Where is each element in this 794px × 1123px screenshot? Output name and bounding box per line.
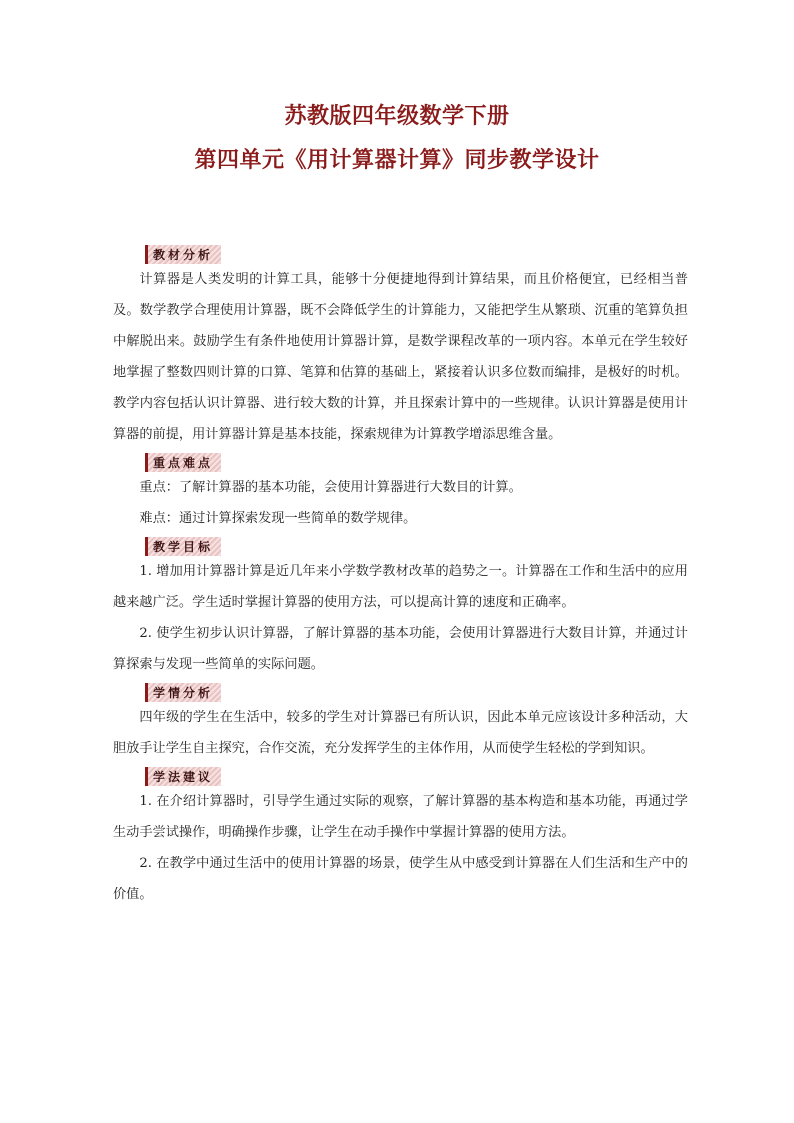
- section-paragraph: 难点：通过计算探索发现一些简单的数学规律。: [139, 511, 417, 526]
- section-paragraph: 1. 增加用计算器计算是近几年来小学数学教材改革的趋势之一。计算器在工作和生活中的应用越来越广泛。学生适时掌握计算器的使用方法，可以提高计算的速度和正确率。: [113, 564, 688, 610]
- section-paragraph: 2. 在教学中通过生活中的使用计算器的场景，使学生从中感受到计算器在人们生活和生产中的价值。: [113, 856, 688, 902]
- section-textbook-analysis: [113, 244, 688, 450]
- title-block: [0, 102, 794, 176]
- section-key-points: [113, 452, 688, 534]
- section-learner-analysis: [113, 682, 688, 764]
- section-tag: 学情分析: [145, 683, 221, 702]
- section-paragraph: 2. 使学生初步认识计算器，了解计算器的基本功能，会使用计算器进行大数目计算，并通过计算探索与发现一些简单的实际问题。: [113, 626, 688, 672]
- section-tag: 教材分析: [145, 245, 221, 264]
- document-subtitle: 第四单元《用计算器计算》同步教学设计: [194, 148, 600, 173]
- section-paragraph: 重点：了解计算器的基本功能，会使用计算器进行大数目的计算。: [139, 480, 522, 495]
- section-paragraph: 1. 在介绍计算器时，引导学生通过实际的观察，了解计算器的基本构造和基本功能，再通过学生动手尝试操作，明确操作步骤，让学生在动手操作中掌握计算器的使用方法。: [113, 794, 688, 840]
- section-teaching-goals: [113, 536, 688, 680]
- section-tag: 重点难点: [145, 453, 221, 472]
- document-title: 苏教版四年级数学下册: [284, 104, 510, 129]
- section-study-suggestions: [113, 766, 688, 910]
- section-tag: 教学目标: [145, 537, 221, 556]
- section-paragraph: 计算器是人类发明的计算工具，能够十分便捷地得到计算结果，而且价格便宜，已经相当普及。数学教学合理使用计算器，既不会降低学生的计算能力，又能把学生从繁琐、沉重的笔算负担中解脱出来。鼓励学生有条件地使用计算器计算，是数学课程改革的一项内容。本单元在学生较好地掌握了整数四则计算的口算、笔算和估算的基础上，紧接着认识多位数而编排，是极好的时机。教学内容包括认识计算器、进行较大数的计算，并且探索计算中的一些规律。认识计算器是使用计算器的前提，用计算器计算是基本技能，探索规律为计算教学增添思维含量。: [113, 272, 688, 442]
- document-body: [113, 244, 688, 912]
- section-tag: 学法建议: [145, 767, 221, 786]
- section-paragraph: 四年级的学生在生活中，较多的学生对计算器已有所认识，因此本单元应该设计多种活动，大胆放手让学生自主探究，合作交流，充分发挥学生的主体作用，从而使学生轻松的学到知识。: [113, 710, 688, 756]
